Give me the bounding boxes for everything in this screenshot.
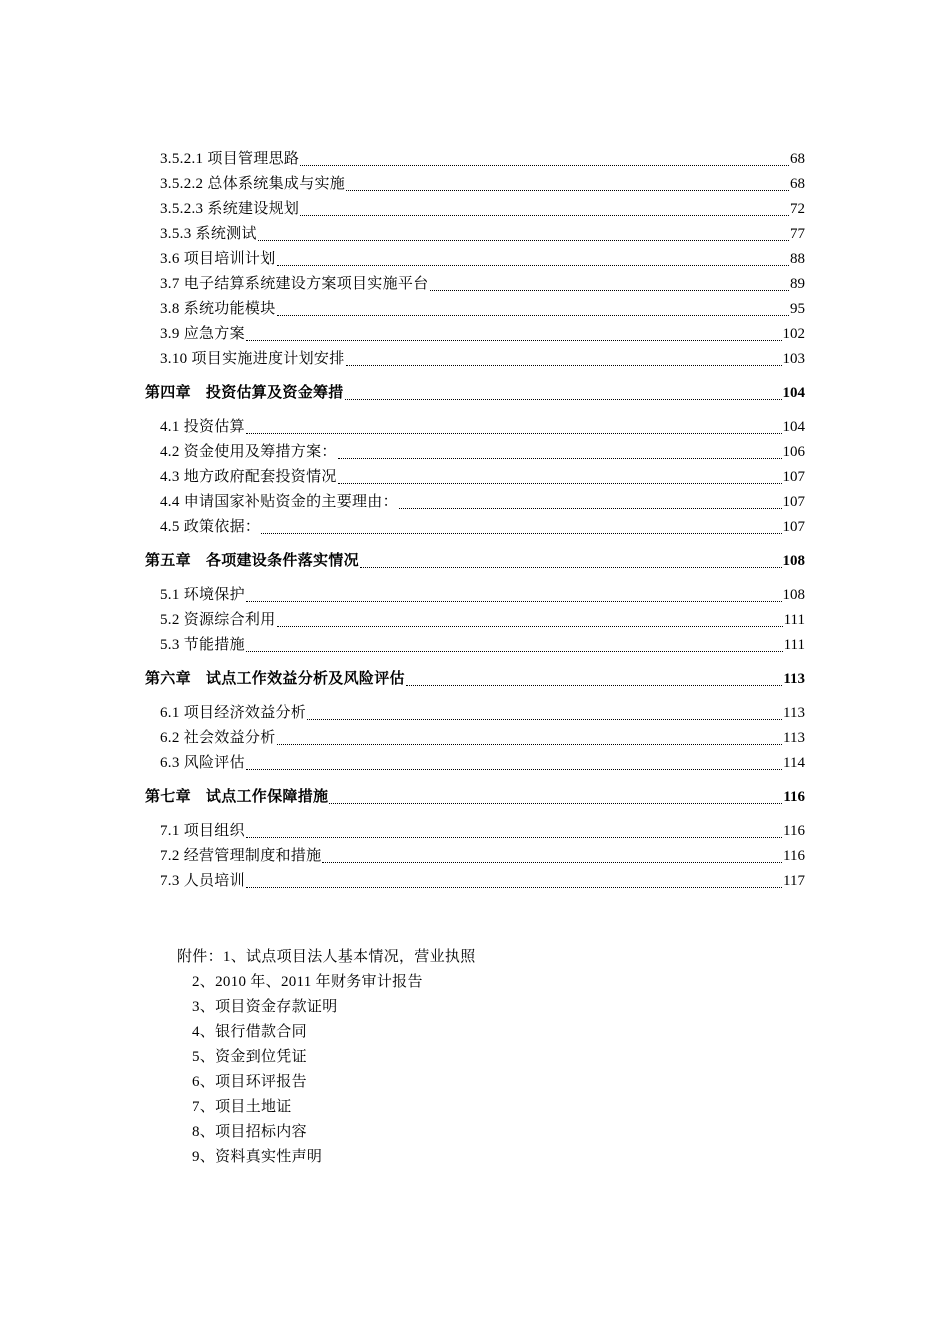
- toc-entry-title: 4.5 政策依据：: [160, 519, 261, 535]
- toc-dot-leader: [277, 314, 789, 316]
- toc-entry[interactable]: [0, 197, 805, 222]
- toc-entry-title: 3.7 电子结算系统建设方案项目实施平台: [160, 276, 429, 292]
- toc-entry[interactable]: [0, 147, 805, 172]
- toc-entry[interactable]: [0, 608, 805, 633]
- toc-entry-title: 3.6 项目培训计划: [160, 251, 276, 267]
- toc-entry[interactable]: [0, 322, 805, 347]
- toc-entry-title: 3.5.2.3 系统建设规划: [160, 201, 300, 217]
- toc-entry-title: [145, 667, 405, 692]
- toc-entry[interactable]: [0, 844, 805, 869]
- toc-dot-leader: [399, 507, 782, 509]
- toc-entry[interactable]: [0, 751, 805, 776]
- toc-page-number: 106: [782, 444, 805, 460]
- toc-dot-leader: [277, 264, 789, 266]
- toc-entry-title: 6.1 项目经济效益分析: [160, 705, 307, 721]
- toc-dot-leader: [246, 600, 782, 602]
- toc-entry[interactable]: [0, 272, 805, 297]
- toc-dot-leader: [307, 718, 782, 720]
- toc-chapter-number: 第五章: [145, 553, 191, 569]
- toc-entry-title: 6.2 社会效益分析: [160, 730, 276, 746]
- toc-dot-leader: [345, 398, 782, 400]
- toc-page-number: 116: [783, 848, 805, 864]
- toc-dot-leader: [246, 836, 782, 838]
- toc-page-number: 116: [783, 823, 805, 839]
- toc-chapter-title: 试点工作保障措施: [205, 789, 329, 805]
- toc-entry-title: 4.1 投资估算: [160, 419, 245, 435]
- toc-entry-title: 7.2 经营管理制度和措施: [160, 848, 322, 864]
- attachment-item: 7、项目土地证: [192, 1099, 292, 1115]
- attachment-item: 6、项目环评报告: [192, 1074, 307, 1090]
- toc-entry[interactable]: [0, 222, 805, 247]
- toc-entry-title: 3.10 项目实施进度计划安排: [160, 351, 345, 367]
- toc-dot-leader: [360, 566, 782, 568]
- toc-dot-leader: [406, 684, 783, 686]
- attachment-item: 8、项目招标内容: [192, 1124, 307, 1140]
- toc-entry-title: 3.9 应急方案: [160, 326, 245, 342]
- toc-page-number: 68: [790, 176, 805, 192]
- toc-chapter-number: 第六章: [145, 671, 191, 687]
- toc-entry-title: 7.3 人员培训: [160, 873, 245, 889]
- toc-dot-leader: [246, 432, 782, 434]
- toc-page-number: 113: [783, 671, 805, 687]
- toc-entry[interactable]: [0, 701, 805, 726]
- toc-dot-leader: [246, 339, 782, 341]
- toc-entry[interactable]: [0, 726, 805, 751]
- toc-page-number: 108: [782, 553, 805, 569]
- toc-entry[interactable]: [0, 869, 805, 894]
- toc-entry[interactable]: [0, 440, 805, 465]
- toc-entry[interactable]: [0, 583, 805, 608]
- toc-entry[interactable]: [0, 819, 805, 844]
- toc-dot-leader: [346, 364, 782, 366]
- toc-page-number: 72: [790, 201, 805, 217]
- toc-page-number: 95: [790, 301, 805, 317]
- toc-page-number: 102: [782, 326, 805, 342]
- toc-entry-title: 5.3 节能措施: [160, 637, 245, 653]
- toc-entry-title: [145, 549, 359, 574]
- toc-entry-title: [145, 785, 328, 810]
- toc-page-number: 111: [783, 637, 805, 653]
- toc-entry-title: 4.4 申请国家补贴资金的主要理由：: [160, 494, 398, 510]
- toc-entry[interactable]: [0, 415, 805, 440]
- attachments-list: [177, 945, 476, 1170]
- toc-entry-title: [145, 381, 344, 406]
- toc-page-number: 77: [790, 226, 805, 242]
- attachments-heading: 附件：1、试点项目法人基本情况，营业执照: [177, 949, 476, 965]
- toc-chapter-entry[interactable]: [0, 549, 805, 574]
- toc-page-number: 116: [783, 789, 805, 805]
- toc-entry[interactable]: [0, 172, 805, 197]
- attachment-item: 3、项目资金存款证明: [192, 999, 338, 1015]
- toc-page-number: 103: [782, 351, 805, 367]
- toc-chapter-title: 各项建设条件落实情况: [205, 553, 359, 569]
- toc-entry-title: 7.1 项目组织: [160, 823, 245, 839]
- toc-entry-title: 4.2 资金使用及筹措方案：: [160, 444, 337, 460]
- toc-dot-leader: [338, 482, 782, 484]
- toc-entry-title: 3.8 系统功能模块: [160, 301, 276, 317]
- toc-dot-leader: [322, 861, 782, 863]
- toc-dot-leader: [300, 214, 789, 216]
- toc-chapter-number: 第四章: [145, 385, 191, 401]
- toc-entry-title: 6.3 风险评估: [160, 755, 245, 771]
- toc-entry-title: 5.1 环境保护: [160, 587, 245, 603]
- toc-entry[interactable]: [0, 247, 805, 272]
- toc-page-number: 111: [783, 612, 805, 628]
- toc-dot-leader: [430, 289, 789, 291]
- toc-page-number: 114: [783, 755, 805, 771]
- toc-dot-leader: [329, 802, 782, 804]
- toc-dot-leader: [346, 189, 789, 191]
- toc-chapter-title: 投资估算及资金筹措: [205, 385, 344, 401]
- toc-page-number: 89: [790, 276, 805, 292]
- toc-chapter-number: 第七章: [145, 789, 191, 805]
- toc-dot-leader: [300, 164, 789, 166]
- toc-chapter-entry[interactable]: [0, 381, 805, 406]
- toc-entry[interactable]: [0, 515, 805, 540]
- toc-entry[interactable]: [0, 465, 805, 490]
- toc-entry[interactable]: [0, 633, 805, 658]
- toc-page-number: 107: [782, 469, 805, 485]
- toc-dot-leader: [338, 457, 782, 459]
- table-of-contents: [0, 147, 950, 894]
- toc-entry[interactable]: [0, 347, 805, 372]
- toc-dot-leader: [246, 650, 783, 652]
- toc-page-number: 107: [782, 494, 805, 510]
- attachment-item: 9、资料真实性声明: [192, 1149, 323, 1165]
- toc-dot-leader: [258, 239, 789, 241]
- toc-entry-title: 3.5.3 系统测试: [160, 226, 257, 242]
- toc-page-number: 113: [783, 705, 805, 721]
- toc-dot-leader: [246, 768, 782, 770]
- toc-page-number: 108: [782, 587, 805, 603]
- toc-chapter-entry[interactable]: [0, 785, 805, 810]
- toc-page-number: 68: [790, 151, 805, 167]
- attachment-item: 4、银行借款合同: [192, 1024, 307, 1040]
- toc-entry[interactable]: [0, 297, 805, 322]
- toc-dot-leader: [277, 625, 783, 627]
- attachment-item: 5、资金到位凭证: [192, 1049, 307, 1065]
- attachment-item: 2、2010 年、2011 年财务审计报告: [192, 974, 423, 990]
- toc-chapter-title: 试点工作效益分析及风险评估: [205, 671, 405, 687]
- toc-page-number: 88: [790, 251, 805, 267]
- toc-dot-leader: [246, 886, 782, 888]
- toc-dot-leader: [277, 743, 783, 745]
- toc-page-number: 104: [782, 419, 805, 435]
- toc-dot-leader: [261, 532, 781, 534]
- toc-entry-title: 5.2 资源综合利用: [160, 612, 276, 628]
- toc-page-number: 104: [782, 385, 805, 401]
- toc-page-number: 107: [782, 519, 805, 535]
- toc-entry-title: 3.5.2.2 总体系统集成与实施: [160, 176, 346, 192]
- toc-page-number: 117: [783, 873, 805, 889]
- toc-entry[interactable]: [0, 490, 805, 515]
- toc-chapter-entry[interactable]: [0, 667, 805, 692]
- toc-entry-title: 3.5.2.1 项目管理思路: [160, 151, 300, 167]
- toc-entry-title: 4.3 地方政府配套投资情况: [160, 469, 337, 485]
- toc-page-number: 113: [783, 730, 805, 746]
